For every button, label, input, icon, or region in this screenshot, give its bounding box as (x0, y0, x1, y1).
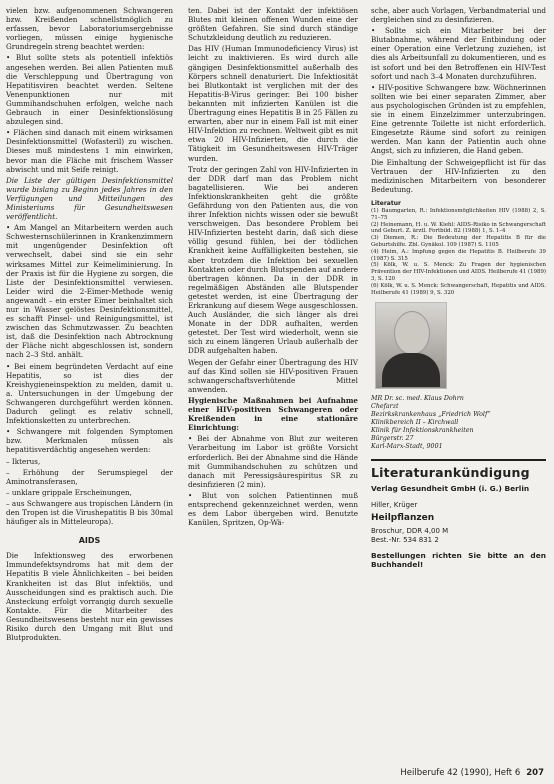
section-title-aids: AIDS (78, 536, 101, 546)
literature-item: (6) Kölk, W. u. S. Menck: Schwangerschaft, Hepatitis und AIDS. Heilberufe 41 (1989) 9, S. 320 (371, 282, 546, 296)
journal-info: Heilberufe 42 (1990), Heft 6 (400, 768, 521, 778)
paragraph: Trotz der geringen Zahl von HIV-Infizierten in der DDR darf man das Problem nicht bagatellisieren. Wie bei anderen Infektionskrankheiten geht die größte Gefährdung von den Patienten aus, die von ihrer Infektion nichts wissen oder sie bewußt verschweigen. Das besondere Problem bei HIV-Infizierten besteht darin, daß sich diese völlig gesund fühlen, bei der tödlichen Krankheit keine Auffälligkeiten bestehen, sie aber trotzdem die Infektion bei sexuellen Kontakten oder durch Blutspenden auf andere übertragen können. Da in der DDR in regelmäßigen Abständen alle Blutspender getestet werden, ist eine Übertragung der Erkrankung auf diesem Wege ausgeschlossen. Auch Ausländer, die sich länger als drei Monate in der DDR aufhalten, werden getestet. Der Test wird wiederholt, wenn sie sich zu einem längeren Urlaub außerhalb der DDR aufgehalten haben. (188, 164, 358, 356)
list-item: – unklare grippale Erscheinungen, (6, 487, 132, 497)
page-number: 207 (526, 768, 544, 778)
paragraph: Das HIV (Human Immunodeficiency Virus) ist leicht zu inaktivieren. Es wird durch alle gängigen Desinfektionsmittel außerhalb des Körpers schnell denaturiert. Die Infektiosität bei Blutkontakt ist verglichen mit der des Hepatitis-B-Virus geringer. Bei 100 bisher bekannten mit infizierten Kanülen ist die Übertragung eines Hepatitis B in 25 Fällen zu erwarten, aber nur in einem Fall ist mit einer HIV-Infektion zu rechnen. Weltweit gibt es mit etwa 20 HIV-Infizierten, die durch die Tätigkeit im Gesundheitswesen HIV-Träger wurden. (188, 44, 358, 163)
author-name: MR Dr. sc. med. Klaus Dohrn (371, 395, 464, 403)
author-photo (375, 302, 447, 389)
author-city: Karl-Marx-Stadt, 9001 (371, 443, 443, 451)
author-photo-head (394, 311, 430, 355)
page-footer (400, 768, 544, 778)
paragraph: • Flächen sind danach mit einem wirksamen Desinfektionsmittel (Wofasteril) zu wischen. Dieses muß mindestens 1 min einwirken, bevor man die Fläche mit frischem Wasser abwischt und mit Seife reinigt. (6, 128, 173, 174)
paragraph: ten. Dabei ist der Kontakt der infektiösen Blutes mit kleinen offenen Wunden eine der größten Gefahren. Sie sind durch ständige Schutzkleidung deutlich zu reduzieren. (188, 6, 358, 43)
literature-item: (2) Heinemann, H. u. W. Kiehl: AIDS-Risiko in Schwangerschaft und Geburt. Z. ärztl. Fortbild. 82 (1988) 1, S. 1–4 (371, 221, 546, 235)
author-hospital: Bezirkskrankenhaus „Friedrich Wolf“ (371, 411, 491, 419)
literature-item: (4) Heim, A.: Impfung gegen die Hepatitis B. Heilberufe 39 (1987) S. 315 (371, 248, 546, 262)
paragraph: • Blut sollte stets als potentiell infektiös angesehen werden. Bei allen Patienten muß die Verschleppung und Übertragung von Hepatitisviren beachtet werden. Seltene Venenpunktionen nur mit Gummihandschuhen erfolgen, welche nach Gebrauch in einer Desinfektionslösung abzulegen sind. (6, 53, 173, 127)
author-role: Chefarzt (371, 403, 399, 411)
paragraph: • Sollte sich ein Mitarbeiter bei der Blutabnahme, während der Entbindung oder einer Operation eine Verletzung zuziehen, ist dies als Arbeitsunfall zu dokumentieren, und es ist sofort und bei den Betroffenen ein HIV-Test sofort und nach 3–4 Monaten durchzuführen. (371, 26, 546, 81)
paragraph: Die Infektionsweg des erworbenen Immundefektsyndroms hat mit dem der Hepatitis B viele Ähnlichkeiten – bei beiden Krankheiten ist das Blut infektiös, und Ausscheidungen sind es praktisch auch. Die Ansteckung erfolgt vorrangig durch sexuelle Kontakte. Für die Mitarbeiter des Gesundheitswesens besteht nur ein gewisses Risiko durch den Umgang mit Blut und Blutprodukten. (6, 551, 173, 643)
literature-heading: Literatur (371, 199, 401, 207)
book-order-number: Best.-Nr. 534 831 2 (371, 535, 439, 544)
literature-item: (5) Kölk, W. u. S. Menck: Zu Fragen der hygienischen Prävention der HIV-Infektionen und AIDS. Heilberufe 41 (1989) 3, S. 120 (371, 262, 546, 282)
paragraph: • Bei einem begründeten Verdacht auf eine Hepatitis, so ist dies der Kreishygieneinspektion zu melden, damit u. a. Untersuchungen in der Umgebung der Schwangeren durchgeführt werden können. Dadurch gelingt es relativ schnell, Infektionsketten zu unterbrechen. (6, 361, 173, 426)
author-address (371, 395, 546, 451)
announcement-title: Literaturankündigung (371, 459, 546, 480)
author-street: Bürgerstr. 27 (371, 435, 414, 443)
article-column-3 (371, 6, 546, 776)
paragraph: • Blut von solchen Patientinnen muß entsprechend gekennzeichnet werden, wenn es dem Labor übergeben wird. Benutzte Kanülen, Spritzen, Op-Wä- (188, 490, 358, 528)
literature-item: (1) Baumgarten, R.: Infektionsmöglichkeiten HIV (1988) 2, S. 71–75 (371, 207, 546, 221)
literature-list (371, 208, 546, 296)
book-title: Heilpflanzen (371, 512, 435, 523)
paragraph: Wegen der Gefahr einer Übertragung des HIV auf das Kind sollen sie HIV-positiven Frauen schwangerschaftsverhütende Mittel anwenden. (188, 357, 358, 394)
paragraph: • Bei der Abnahme von Blut zur weiteren Verarbeitung im Labor ist größte Vorsicht erforderlich. Bei der Abnahme sind die Hände mit Gummihandschuhen zu schützen und danach mit Peressigsäurespiritus SR zu desinfizieren (2 min). (188, 434, 358, 489)
paragraph: • Am Mangel an Mitarbeitern werden auch Schwesternschülerinnen in Krankenzimmern mit ungenügender Desinfektion oft verwechselt, dabei sind sie ein sehr wirksames Mittel zur Keimeliminierung. In der Praxis ist für die Hygiene zu sorgen, die Liste der Desinfektionsmittel verwiesen. Leider wird die 2-Eimer-Methode wenig angewandt – ein erster Eimer beinhaltet sich nur in Wasser gelöstes Desinfektionsmittel, es schafft Pinsel- und Reinigungsmittel, ist zwischen das Schmutzwasser. Zu beachten ist, daß die Desinfektion nach Abtrocknung der Fläche nicht abgeschlossen ist, sondern nach 2–3 Std. anhält. (6, 223, 173, 360)
book-author: Hiller, Krüger (371, 501, 418, 510)
publisher: Verlag Gesundheit GmbH (i. G.) Berlin (371, 484, 530, 494)
list-item: – Erhöhung der Serumspiegel der Aminotransferasen, (6, 467, 173, 486)
literature-item: (3) Diemen, R.: Die Bedeutung der Hepatitis B für die Geburtshilfe. Zbl. Gynäkol. 109 (1987) S. 1105 (371, 235, 546, 248)
paragraph: Die Einhaltung der Schweigepflicht ist für das Vertrauen der HIV-Infizierten zu den medizinischen Mitarbeitern von besonderer Bedeutung. (371, 157, 546, 194)
paragraph: Die Liste der gültigen Desinfektionsmittel wurde bislang zu Beginn jedes Jahres in den Verfügungen und Mitteilungen des Ministeriums für Gesundheitswesen veröffentlicht. (6, 175, 173, 222)
paragraph: • Schwangere mit folgenden Symptomen bzw. Merkmalen müssen als hepatitisverdächtig angesehen werden: (6, 427, 173, 455)
article-column-1 (6, 6, 173, 776)
author-dept: Klinik für Infektionskrankheiten (371, 427, 474, 435)
list-item: – Ikterus, (6, 456, 41, 466)
author-photo-body (382, 353, 440, 387)
article-column-2 (188, 6, 358, 776)
subsection-title-hygiene: Hygienische Maßnahmen bei Aufnahme einer HIV-positiven Schwangeren oder Kreißenden in eine stationäre Einrichtung: (188, 395, 358, 433)
list-item: – aus Schwangere aus tropischen Ländern (in den Tropen ist die Virushepatitis B bis 30mal häufiger als in Mitteleuropa). (6, 498, 173, 527)
author-clinic: Klinikbereich II – Kirchwall (371, 419, 459, 427)
order-note: Bestellungen richten Sie bitte an den Buchhandel! (371, 550, 546, 570)
paragraph: sche, aber auch Vorlagen, Verbandmaterial und dergleichen sind zu desinfizieren. (371, 6, 546, 25)
book-format: Broschur, DDR 4,00 M (371, 526, 449, 535)
paragraph: • HIV-positive Schwangere bzw. Wöchnerinnen sollten wie bei einer separaten Zimmer, aber aus psychologischen Gründen ist zu empfehlen, sie in einem Einzelzimmer unterzubringen. Eine getrennte Toilette ist nicht erforderlich. Eingesetzte Räume sind sofort zu reinigen werden. Man kann der Patientin auch ohne Angst, sich zu infizieren, die Hand geben. (371, 82, 546, 156)
paragraph: vielen bzw. aufgenommenen Schwangeren bzw. Kreißenden schnellstmöglich zu erfassen, bevor Laboratoriumsergebnisse vorliegen, müssen einige hygienische Grundregeln streng beachtet werden: (6, 6, 173, 52)
